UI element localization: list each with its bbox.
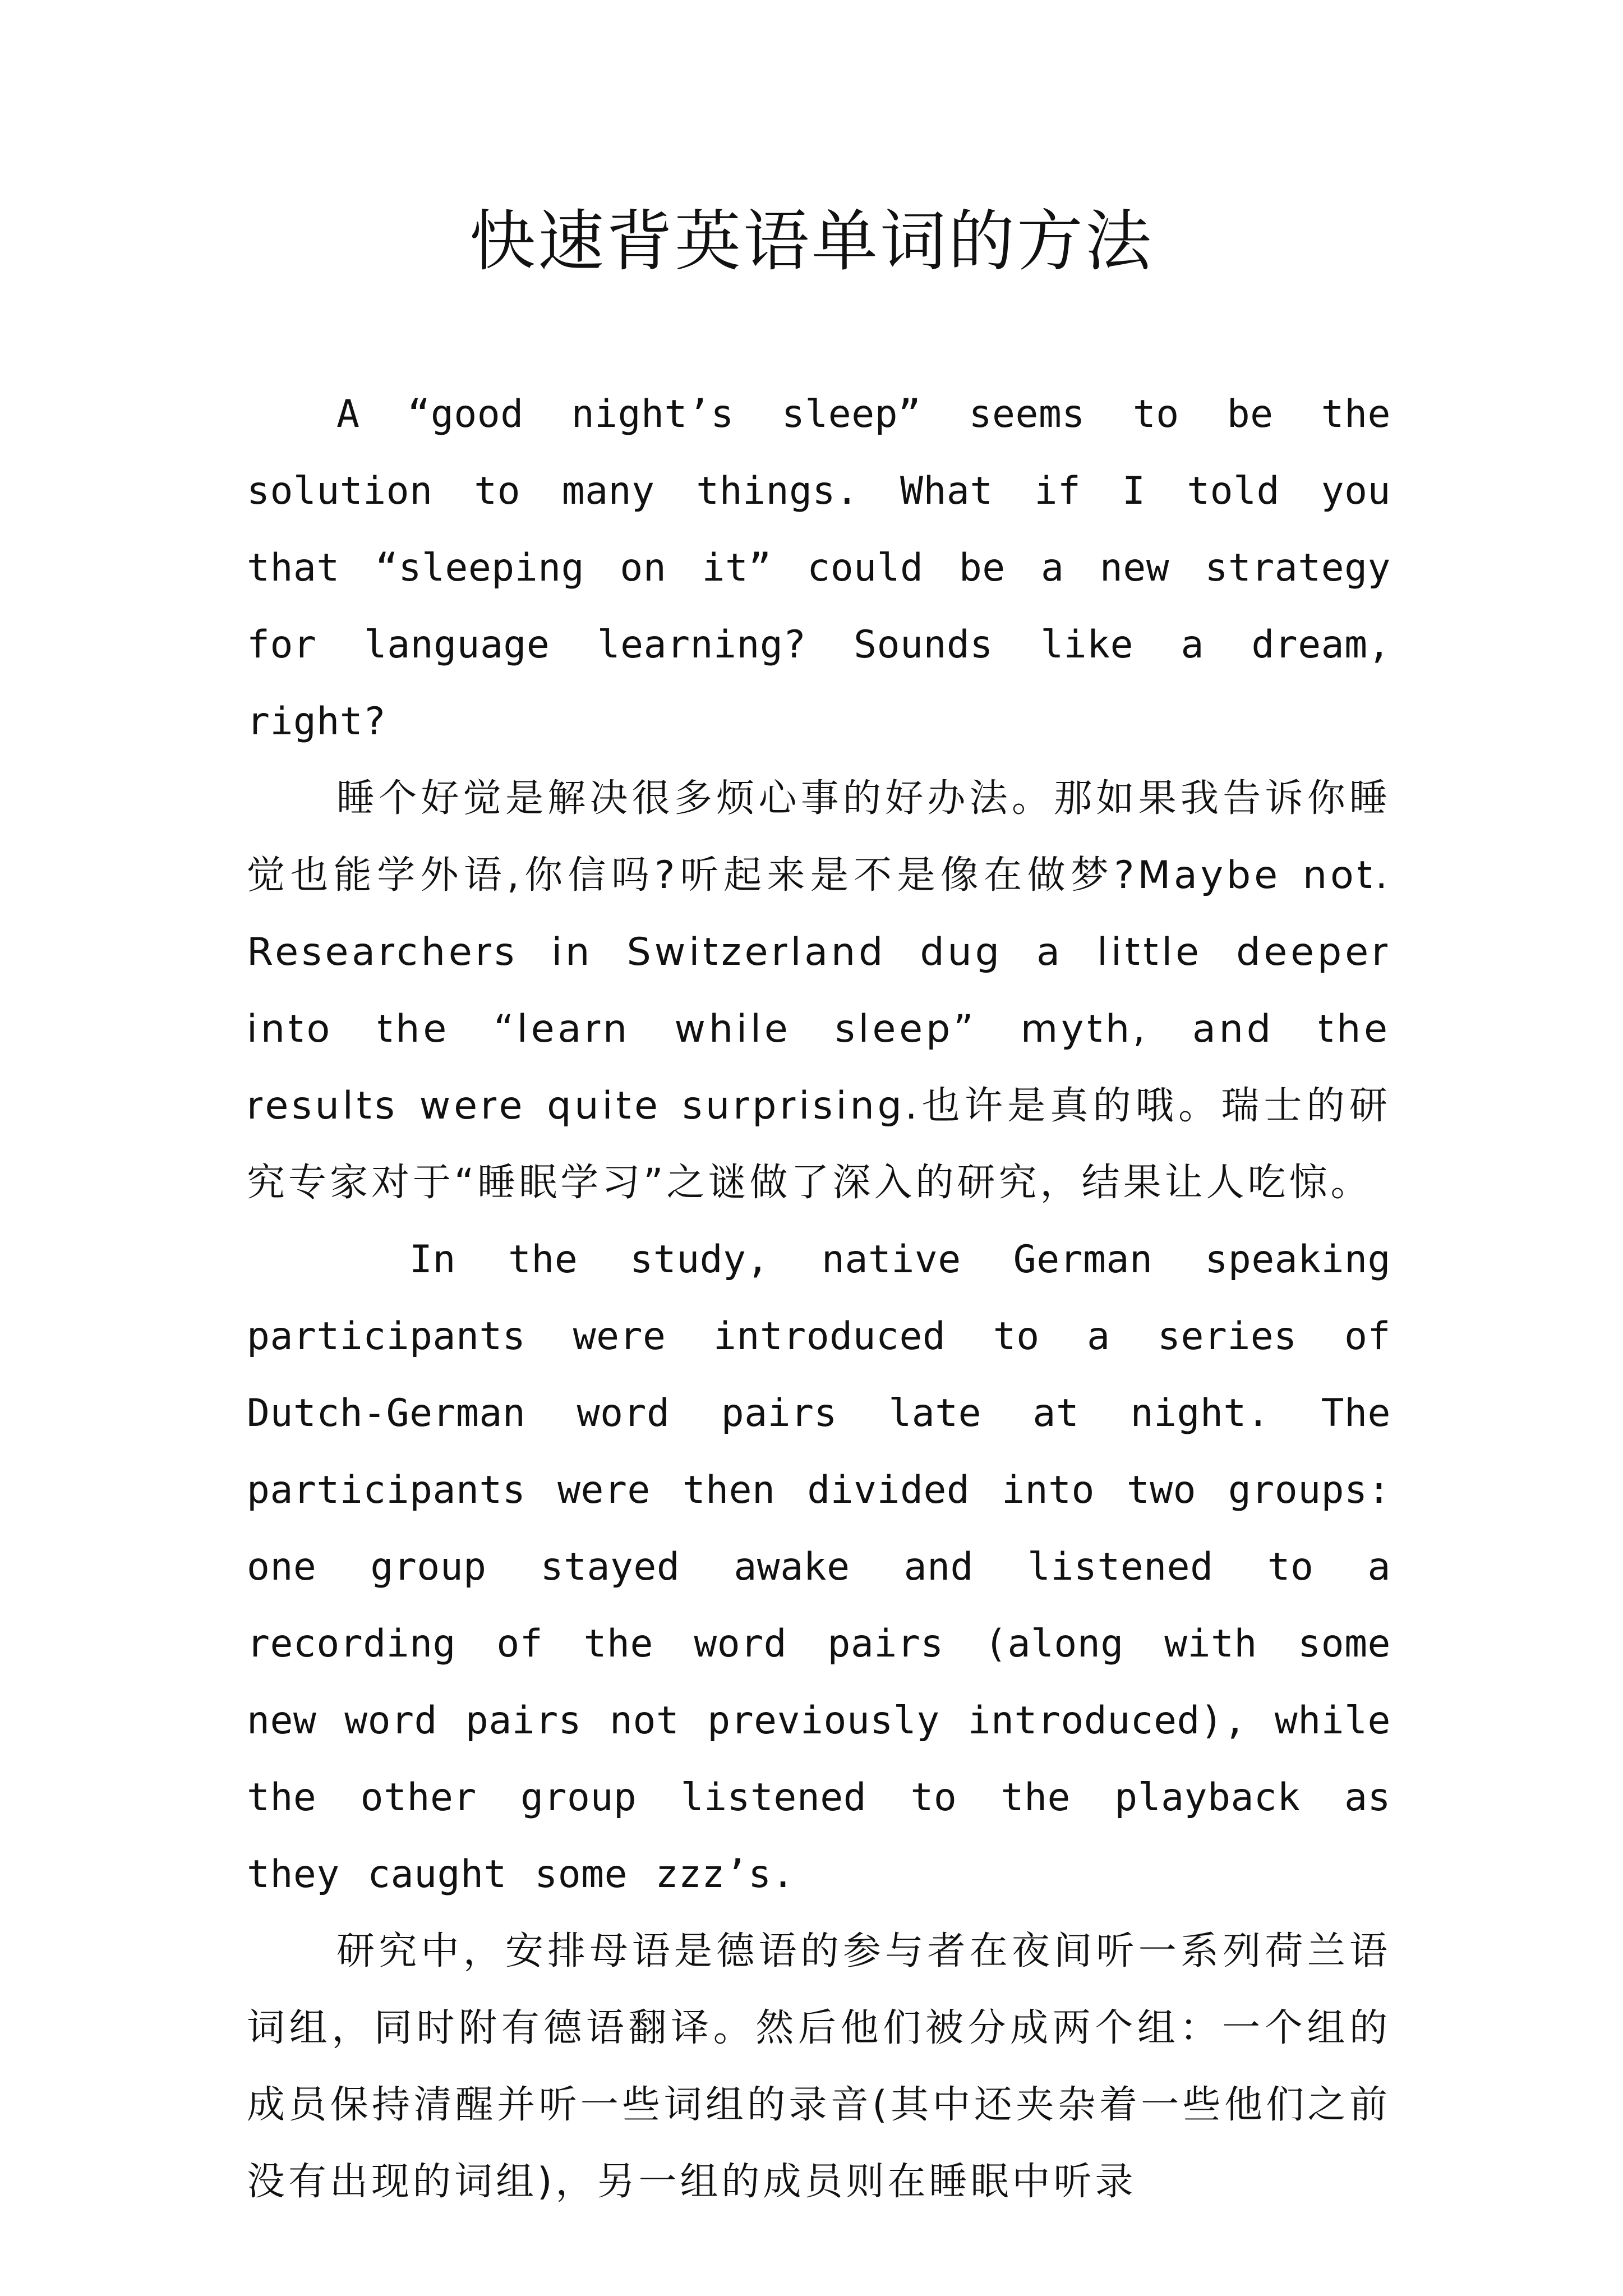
document-body <box>247 376 1391 2220</box>
paragraph-1-english: A “good night’s sleep” seems to be the solution to many things. What if I told you that “sleeping on it” could be a new strategy for language learning? Sounds like a dream, right? <box>247 392 1391 744</box>
paragraph-2-mixed: 睡个好觉是解决很多烦心事的好办法。那如果我告诉你睡觉也能学外语,你信吗?听起来是不是像在做梦?Maybe not. Researchers in Switzerland dug a little deeper into the “learn while sleep” myth, and the results were quite surprising.也许是真的哦。瑞士的研究专家对于“睡眠学习”之谜做了深入的研究，结果让人吃惊。 <box>247 776 1391 1205</box>
document-title: 快速背英语单词的方法 <box>469 203 1154 280</box>
paragraph-4-chinese: 研究中，安排母语是德语的参与者在夜间听一系列荷兰语词组，同时附有德语翻译。然后他们被分成两个组：一个组的成员保持清醒并听一些词组的录音(其中还夹杂着一些他们之前没有出现的词组)，另一组的成员则在睡眠中听录 <box>247 1929 1391 2204</box>
paragraph-3-english: In the study, native German speaking participants were introduced to a series of Dutch-German word pairs late at night. The participants were then divided into two groups: one group stayed awake and listened to a recording of the word pairs (along with some new word pairs not previously introduced), while the other group listened to the playback as they caught some zzz’s. <box>247 1237 1391 1897</box>
